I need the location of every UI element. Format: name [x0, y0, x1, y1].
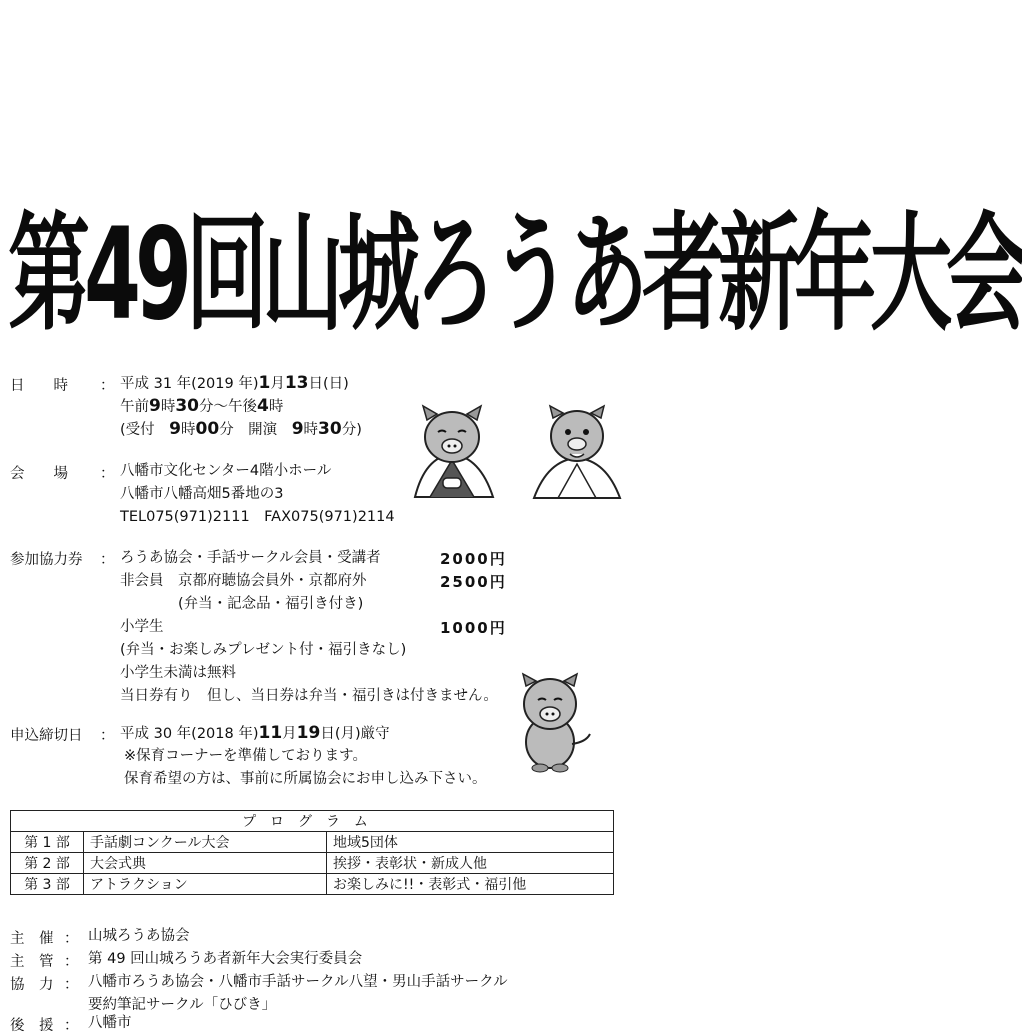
colon: ： [64, 977, 79, 993]
program-detail: お楽しみに!!・表彰式・福引他 [327, 874, 614, 895]
boar-standing-icon [512, 672, 594, 772]
venue-label: 会 場 [10, 466, 68, 482]
venue-line-2: 八幡市八幡高畑5番地の3 [120, 486, 284, 502]
program-detail: 地域5団体 [327, 832, 614, 853]
program-table [10, 810, 614, 895]
organizer-label: 主 管 [10, 954, 54, 970]
fee-line-5: (弁当・お楽しみプレゼント付・福引きなし) [120, 642, 407, 658]
date-line-2: 午前9時30分〜午後4時 [120, 396, 284, 416]
colon: ： [64, 931, 79, 947]
venue-line-1: 八幡市文化センター4階小ホール [120, 463, 332, 479]
date-line-1: 平成 31 年(2019 年)1月13日(日) [120, 373, 349, 393]
date-label: 日 時 [10, 378, 68, 394]
support-label: 後 援 [10, 1018, 54, 1034]
deadline-line-2: ※保育コーナーを準備しております。 [124, 748, 367, 764]
fee-line-1: ろうあ協会・手話サークル会員・受講者 [120, 550, 381, 566]
colon: ： [100, 378, 115, 394]
deadline-line-1: 平成 30 年(2018 年)11月19日(月)厳守 [120, 723, 390, 743]
program-header: プログラム [11, 811, 614, 832]
program-name: アトラクション [84, 874, 327, 895]
program-name: 手話劇コンクール大会 [84, 832, 327, 853]
program-part: 第 2 部 [11, 853, 84, 874]
table-row [11, 832, 614, 853]
fee-price-member: 2000円 [440, 550, 507, 568]
cooperation-label: 協 力 [10, 977, 54, 993]
program-part: 第 1 部 [11, 832, 84, 853]
page-title: 第49回山城ろうあ者新年大会 [8, 201, 1022, 349]
table-row [11, 853, 614, 874]
table-row [11, 874, 614, 895]
boar-bowing-icon [405, 402, 500, 502]
fee-price-nonmember: 2500円 [440, 573, 507, 591]
organizer-value: 第 49 回山城ろうあ者新年大会実行委員会 [88, 951, 363, 967]
date-line-3: (受付 9時00分 開演 9時30分) [120, 419, 362, 439]
fee-label: 参加協力券 [10, 552, 83, 568]
deadline-label: 申込締切日 [10, 728, 83, 744]
fee-line-2: 非会員 京都府聴協会員外・京都府外 [120, 573, 367, 589]
fee-line-7: 当日券有り 但し、当日券は弁当・福引きは付きません。 [120, 688, 498, 704]
support-value: 八幡市 [88, 1015, 132, 1031]
venue-line-3: TEL075(971)2111 FAX075(971)2114 [120, 509, 395, 525]
boar-smiling-icon [528, 402, 626, 502]
program-detail: 挨拶・表彰状・新成人他 [327, 853, 614, 874]
colon: ： [100, 728, 115, 744]
colon: ： [100, 466, 115, 482]
fee-line-4: 小学生 [120, 619, 164, 635]
host-label: 主 催 [10, 931, 54, 947]
colon: ： [100, 552, 115, 568]
deadline-line-3: 保育希望の方は、事前に所属協会にお申し込み下さい。 [124, 771, 487, 787]
program-part: 第 3 部 [11, 874, 84, 895]
fee-line-3: (弁当・記念品・福引き付き) [178, 596, 364, 612]
fee-price-child: 1000円 [440, 619, 507, 637]
host-value: 山城ろうあ協会 [88, 928, 190, 944]
colon: ： [64, 954, 79, 970]
colon: ： [64, 1018, 79, 1034]
cooperation-line-1: 八幡市ろうあ協会・八幡市手話サークル八望・男山手話サークル [88, 974, 508, 990]
program-name: 大会式典 [84, 853, 327, 874]
cooperation-line-2: 要約筆記サークル「ひびき」 [88, 997, 277, 1013]
fee-line-6: 小学生未満は無料 [120, 665, 236, 681]
